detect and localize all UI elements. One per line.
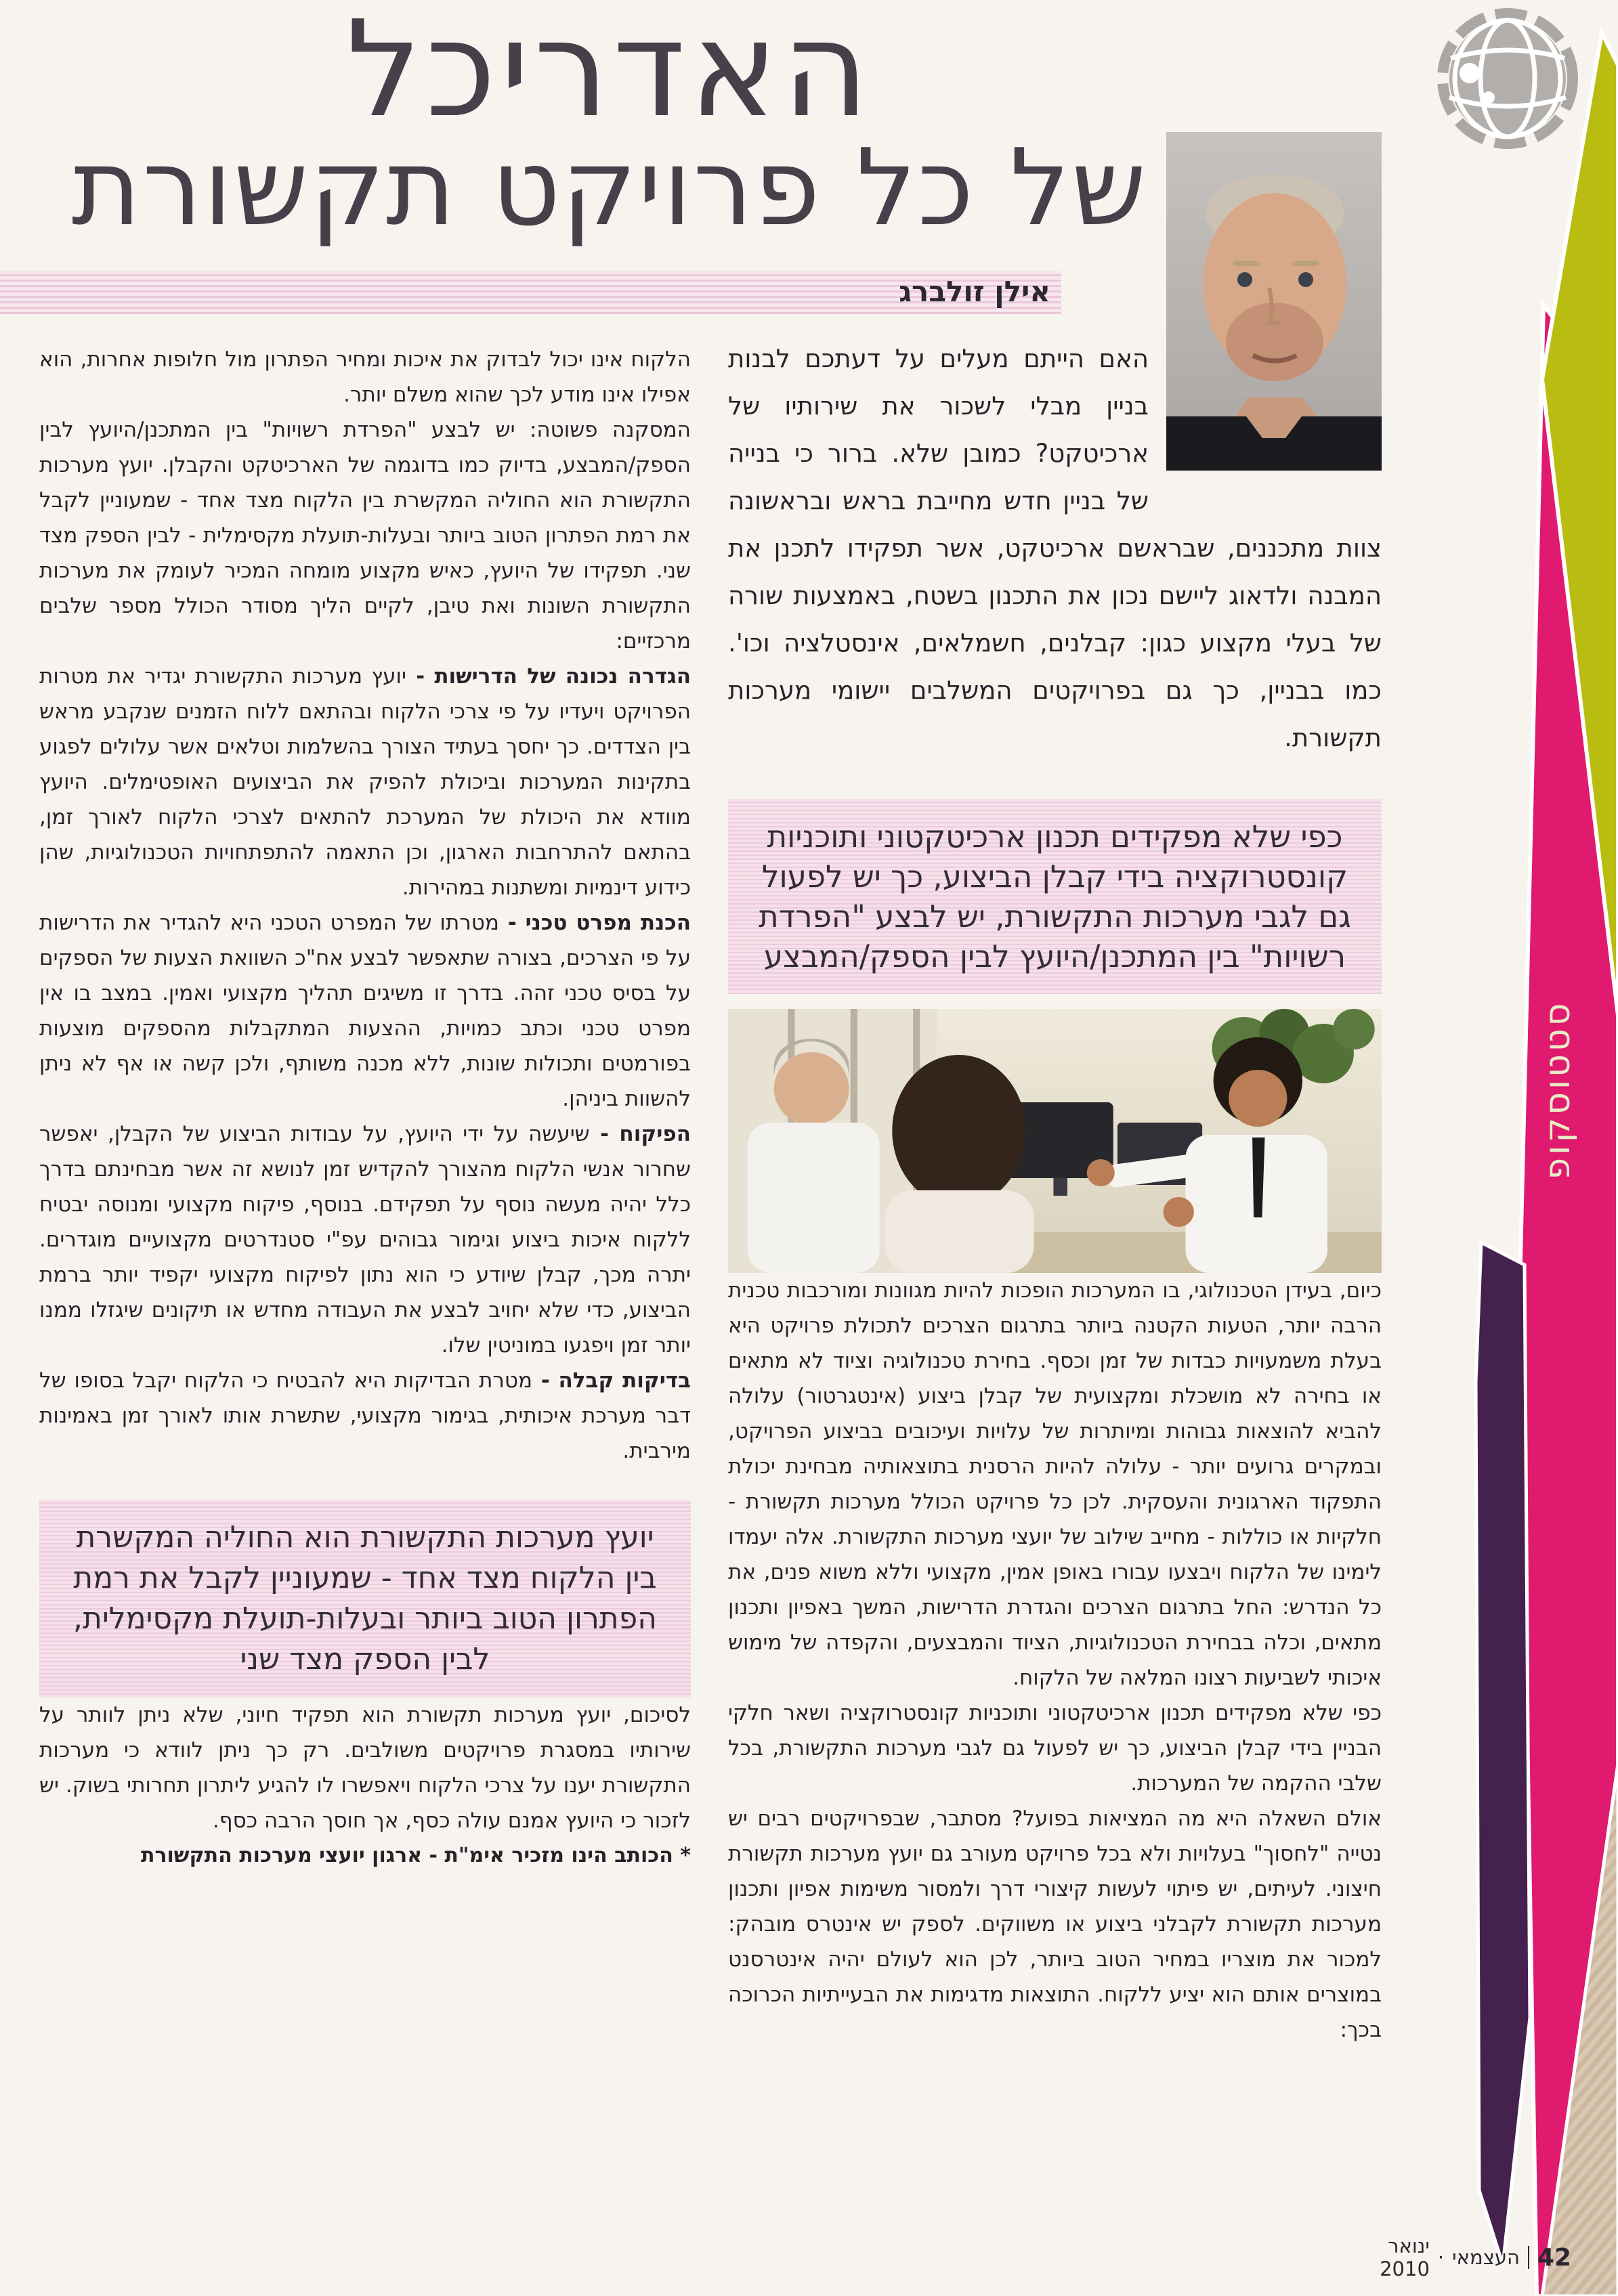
left-paragraph-1-text: הלקוח אינו יכול לבדוק את איכות ומחיר הפתרון מול חלופות אחרות, הוא אפילו אינו מודע לכך שהוא משלם יותר. (39, 347, 691, 407)
footer-separator: · (1437, 2246, 1445, 2269)
requirements-heading: הגדרה נכונה של הדרישות - (406, 664, 691, 689)
article-title-line2: של כל פרויקט תקשורת (71, 125, 1148, 249)
office-meeting-photo (728, 1009, 1382, 1273)
portrait-photo-graphic (1166, 132, 1382, 471)
pull-quote-top: כפי שלא מפקידים תכנון ארכיטקטוני ותוכניות קונסטרוקציה בידי קבלן הביצוע, כך יש לפעול גם לגבי מערכות התקשורת, יש לבצע "הפרדת רשויות" בין המתכנן/היועץ לבין הספק/המבצע (728, 799, 1382, 994)
left-column (39, 342, 691, 1873)
purple-bar (1476, 1242, 1530, 2265)
pull-quote-bottom: יועץ מערכות התקשורת הוא החוליה המקשרת בין הלקוח מצד אחד - שמעוניין לקבל את רמת הפתרון הטוב ביותר ובעלות-תועלת מקסימלית, לבין הספק מצד שני (39, 1500, 691, 1697)
center-person-graphic (885, 1055, 1034, 1273)
supervision-text: שיעשה על ידי היועץ, על עבודות הביצוע של הקבלן, יאפשר שחרור אנשי הלקוח מהצורך להקדיש זמן לנושא זה אשר מבחינתם בדרך כלל יהיה מעשה נוסף על תפקידם. בנוסף, פיקוח מקצועי ומנוסה יבטיח ללקוח איכות ביצוע וגימור גבוהים עפ"י סטנדרטים מקצועיים מוגדרים. יתרה מכך, קבלן שיודע כי הוא נתון לפיקוח מקצועי יקפיד יותר ברמת הביצוע, כדי שלא יחויב לבצע את העבודה מחדש או תיקונים שיגזלו ממנו יותר זמן ויפגעו במוניטין שלו. (39, 1122, 691, 1358)
author-name: אילן זולברג (899, 275, 1050, 308)
article-title-line1: האדריכל (346, 0, 873, 147)
left-paragraph-acceptance (39, 1363, 691, 1469)
globe-logo-icon (1428, 3, 1588, 165)
author-portrait-photo (1166, 132, 1382, 471)
requirements-text: יועץ מערכות התקשורת יגדיר את מטרות הפרויקט ויעדיו על פי צרכי הלקוח ובהתאם ללוח הזמנים שנקבע מראש בין הצדדים. כך יחסך בעתיד הצורך בהשלמות וטלאים אשר עלולים לפגוע בתקינות המערכות וביכולת להפיק את הביצועים האופטימלים. היועץ מוודא את היכולת של המערכת להתאים לצרכי הלקוח לאורך זמן, בהתאם להתרחבות הארגון, וכן התאמה להתפתחויות הטכנולוגיות, שהן כידוע דינמיות ומשתנות במהירות. (39, 664, 691, 900)
left-paragraph-supervision (39, 1117, 691, 1363)
right-paragraph-2: כפי שלא מפקידים תכנון ארכיטקטוני ותוכניות קונסטרוקציה ושאר חלקי הבניין בידי קבלן הביצוע, כך יש לפעול גם לגבי מערכות התקשורת, בכל שלבי ההקמה של המערכות. (728, 1701, 1382, 1796)
left-paragraph-2-text: המסקנה פשוטה: יש לבצע "הפרדת רשויות" בין המתכנן/היועץ לבין הספק/המבצע, בדיוק כמו בדוגמה של הארכיטקט והקבלן. יועץ מערכות התקשורת הוא החוליה המקשרת בין הלקוח מצד אחד - שמעוניין לקבל את רמת הפתרון הטוב ביותר ובעלות-תועלת מקסימלית - לבין הספק מצד שני. תפקידו של היועץ, כאיש מקצוע מומחה המכיר לעומק את מערכות התקשורת השונות ואת טיבן, לקיים הליך מסודר הכולל מספר שלבים מרכזיים: (39, 418, 691, 653)
page-number: 42 (1537, 2243, 1571, 2272)
left-paragraph-1 (39, 342, 691, 412)
supervision-heading: הפיקוח - (589, 1122, 691, 1146)
right-paragraph-3: אולם השאלה היא מה המציאות בפועל? מסתבר, שבפרויקטים רבים יש נטייה "לחסוך" בעלויות ולא בכל פרויקט מעורב גם יועץ מערכות תקשורת חיצוני. לעיתים, יש פיתוי לעשות קיצורי דרך ולמסור משימות אפיון ותכנון מערכות תקשורת לקבלני ביצוע או משווקים. לספק יש אינטרס מובהק: למכור את מוצריו במחיר הטוב ביותר, לכן הוא לעולם יהיה אינטרסנט במוצרים אותם הוא יציע ללקוח. התוצאות מדגימות את הבעייתיות הכרוכה בכך: (728, 1806, 1382, 2042)
section-vertical-label-text: סטטוסקופ (1537, 1000, 1578, 1180)
left-paragraph-2 (39, 412, 691, 659)
side-color-bars-decoration (1442, 0, 1618, 2296)
author-footnote: * הכותב הינו מזכיר אימ"ת - ארגון יועצי מערכות התקשורת (140, 1844, 691, 1867)
closing-paragraph: לסיכום, יועץ מערכות תקשורת הוא תפקיד חיוני, שלא ניתן לוותר על שירותיו במסגרת פרויקטים משולבים. רק כך ניתן לוודא כי מערכות התקשורת יענו על צרכי הלקוח ויאפשרו לו להגיע ליתרון תחרותי בשוק. יש לזכור כי היועץ אמנם עולה כסף, אך חוסך הרבה כסף. (39, 1703, 691, 1833)
footer-divider (1528, 2246, 1529, 2269)
acceptance-text: מטרת הבדיקות היא להבטיח כי הלקוח יקבל בסופו של דבר מערכת איכותית, בגימור מקצועי, שתשרת אותו לאורך זמן באמינות מירבית. (39, 1368, 691, 1463)
acceptance-heading: בדיקות קבלה - (532, 1368, 691, 1393)
article-opening-paragraph: האם הייתם מעלים על דעתכם לבנות בניין מבלי לשכור את שירותיו של ארכיטקט? כמובן שלא. ברור כי בנייה של בניין חדש מחייבת בראש ובראשונה צוות מתכננים, שבראשם ארכיטקט, אשר תפקידו לתכנן את המבנה ולדאוג ליישם נכון את התכנון בשטח, באמצעות שורה של בעלי מקצוע כגון: קבלנים, חשמלאים, אינסטלציה וכו'. כמו בבניין, כך גם בפרויקטים המשלבים יישומי מערכות תקשורת. (728, 344, 1382, 752)
issue-date: ינואר 2010 (1380, 2234, 1430, 2280)
right-column (728, 132, 1382, 2048)
spec-heading: הכנת מפרט טכני - (498, 911, 691, 935)
page-footer (1368, 2234, 1571, 2280)
left-paragraph-requirements (39, 659, 691, 905)
magazine-name: העצמאי (1452, 2246, 1520, 2269)
spec-text: מטרתו של המפרט הטכני היא להגדיר את הדרישות על פי הצרכים, בצורה שתאפשר לבצע אח"כ השוואת הצעות של הספקים על בסיס טכני זהה. בדרך זו משיגים תהליך מקצועי ואמין. במצב בו אין מפרט טכני וכתב כמויות, ההצעות המתקבלות מהספקים מוצעות בפורמטים ותכולות שונות, ללא מכנה משותף, ולכן קשה או אף לא ניתן להשוות ביניהן. (39, 911, 691, 1111)
left-paragraph-spec (39, 905, 691, 1117)
right-paragraph-1: כיום, בעידן הטכנולוגי, בו המערכות הופכות להיות מגוונות ומורכבות טכנית הרבה יותר, הטעות הקטנה ביותר בתרגום הצרכים לתכולת פרויקט היא בעלת משמעויות כבדות של זמן וכסף. בחירת טכנולוגיה וציוד לא מתאים או בחירה לא מושכלת ומקצועית של קבלן ביצוע (אינטגרטור) עלולה להביא להוצאות גבוהות ומיותרות של עלויות ועיכובים בביצוע הפרויקט, ובמקרים גרועים יותר - עלולה להיות הרסנית בתוצאותיה מבחינת יכולת התפקוד הארגונית והעסקית. לכן כל פרויקט הכולל מערכות תקשורת - חלקיות או כוללות - מחייב שילוב של יועצי מערכות התקשורת. אלה יעמדו לימינו של הלקוח ויבצעו עבורו באופן אמין, מקצועי וללא משוא פנים, את כל הנדרש: החל בתרגום הצרכים והגדרת הדרישות, המשך באפיון ותכנון מתאים, וכלה בבחירת הטכנולוגיות, הציוד והמבצעים, והקפדה של מימוש איכותי לשביעות רצונו המלאה של הלקוח. (728, 1278, 1382, 1690)
